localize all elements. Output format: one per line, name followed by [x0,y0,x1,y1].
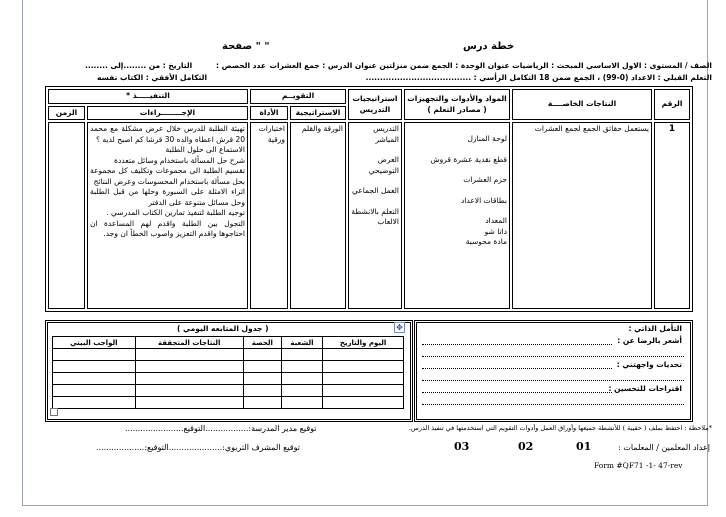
header-eval-strategy: الاستراتيجية [290,106,346,121]
table-resize-handle[interactable] [50,408,58,416]
tracking-col-date: اليوم والتاريخ [323,337,404,349]
tracking-col-period: الحصة [243,337,281,349]
header-materials: المواد والأدوات والتجهيزات ( مصادر التعلم ) [404,89,510,120]
header-eval-tool: الأداة [250,106,288,121]
tracking-row [53,397,404,409]
footer-note: *ملاحظة : احتفظ بملف ( حقيبة ) للأنشطة جميعها وأوراق العمل وأدوات التقويم التي استخدمتها في تنفيذ الدرس. [408,424,712,432]
header-procedures: الإجــــــــراءات [87,106,248,121]
principal-signature: توقيع مدير المدرسة:.................التوقيع....................... [125,424,317,433]
challenges-label: تحديات واجهتني : [616,360,682,369]
horizontal-integration: التكامل الأفقي : الكتاب نفسه [97,73,208,82]
row-num: 1 [654,122,690,309]
tracking-row [53,349,404,361]
header-execution: التنفيـــــذ * [48,89,248,104]
page-number: صفحة " " [222,41,270,52]
tracking-row [53,373,404,385]
row-materials: لوحة المنازل قطع نقدية عشرة قروش حزم العشرات بطاقات الاعداد المعداد داتا شو مادة محوسبة [404,122,510,309]
header-num: الرقم [654,89,690,120]
teacher-3: 03 [454,440,470,453]
tracking-row [53,361,404,373]
periods-label: عدد الحصص : [216,61,266,70]
header-time: الزمن [48,106,85,121]
satisfied-label: أشعر بالرضا عن : [617,336,682,345]
tracking-row [53,385,404,397]
date-range: التاريخ : من ........إلى ........ [85,61,193,70]
tracking-title: ( جدول المتابعه اليومي ) [177,324,269,333]
header-outcomes: النتاجات الخاصــــة [512,89,652,120]
row-strategies: التدريس المباشر العرض التوضيحي العمل الجماعي التعلم بالانشطة الالعاب [348,122,402,309]
teacher-1: 01 [576,440,592,453]
tracking-table [52,336,404,409]
row-outcome: يستعمل حقائق الجمع لجمع العشرات [512,122,652,309]
tracking-col-outcomes: النتاجات المتحققة [135,337,243,349]
row-time [48,122,85,309]
teacher-2: 02 [518,440,534,453]
table-move-handle-icon[interactable]: ✥ [394,322,405,333]
form-number: Form #QF71 -1- 47-rev [594,461,683,470]
info-line-2: التعلم القبلي : الاعداد (0-99) ، الجمع ضمن 18 التكامل الرأسي : ..................................... [365,73,712,82]
header-evaluation: التقويــم [250,89,346,104]
tracking-col-section: الشعبة [281,337,322,349]
row-procedures: تهيئة الطلبة للدرس خلال عرض مشكلة مع محمد 20 قرش اعطاه والده 30 قرشا كم اصبح لديه ؟ الاستماع الى حلول الطلبة شرح حل المسألة باستخدام وسائل متعددة تقسيم الطلبة الى مجموعات وتكليف كل مجموعة بحل مسألة باستخدام المحسوسات وعرض النتائج اثراء الامثلة على السبورة وحلها من قبل الطلبة وحل مسائل متنوعة على الدفتر توجيه الطلبة لتنفيذ تمارين الكتاب المدرسي . التجول بين الطلبة واقدم لهم المساعدة ان احتاجوها واقدم التعزيز واصوب الخطأ ان وجد. [87,122,248,309]
page-title: خطة درس [463,41,515,52]
supervisor-signature: توقيع المشرف التربوي:.....................التوقيع:................... [96,443,300,452]
suggestions-label: اقتراحات للتحسين : [608,384,682,393]
info-line-1: الصف / المستوى : الاول الاساسي المبحث : الرياضيات عنوان الوحدة : الجمع ضمن منزلتين عنوان الدرس : جمع العشرات [269,61,712,70]
reflection-title: التأمل الذاتي : [628,324,682,333]
tracking-col-homework: الواجب البيتي [53,337,136,349]
row-eval-tool: اختبارات ورقية [250,122,288,309]
prepared-by-label: إعداد المعلمين / المعلمات : [618,443,710,452]
row-eval-strategy: الورقة والقلم [290,122,346,309]
header-strategies: استراتيجيات التدريس [348,89,402,120]
lesson-plan-table [45,86,693,312]
